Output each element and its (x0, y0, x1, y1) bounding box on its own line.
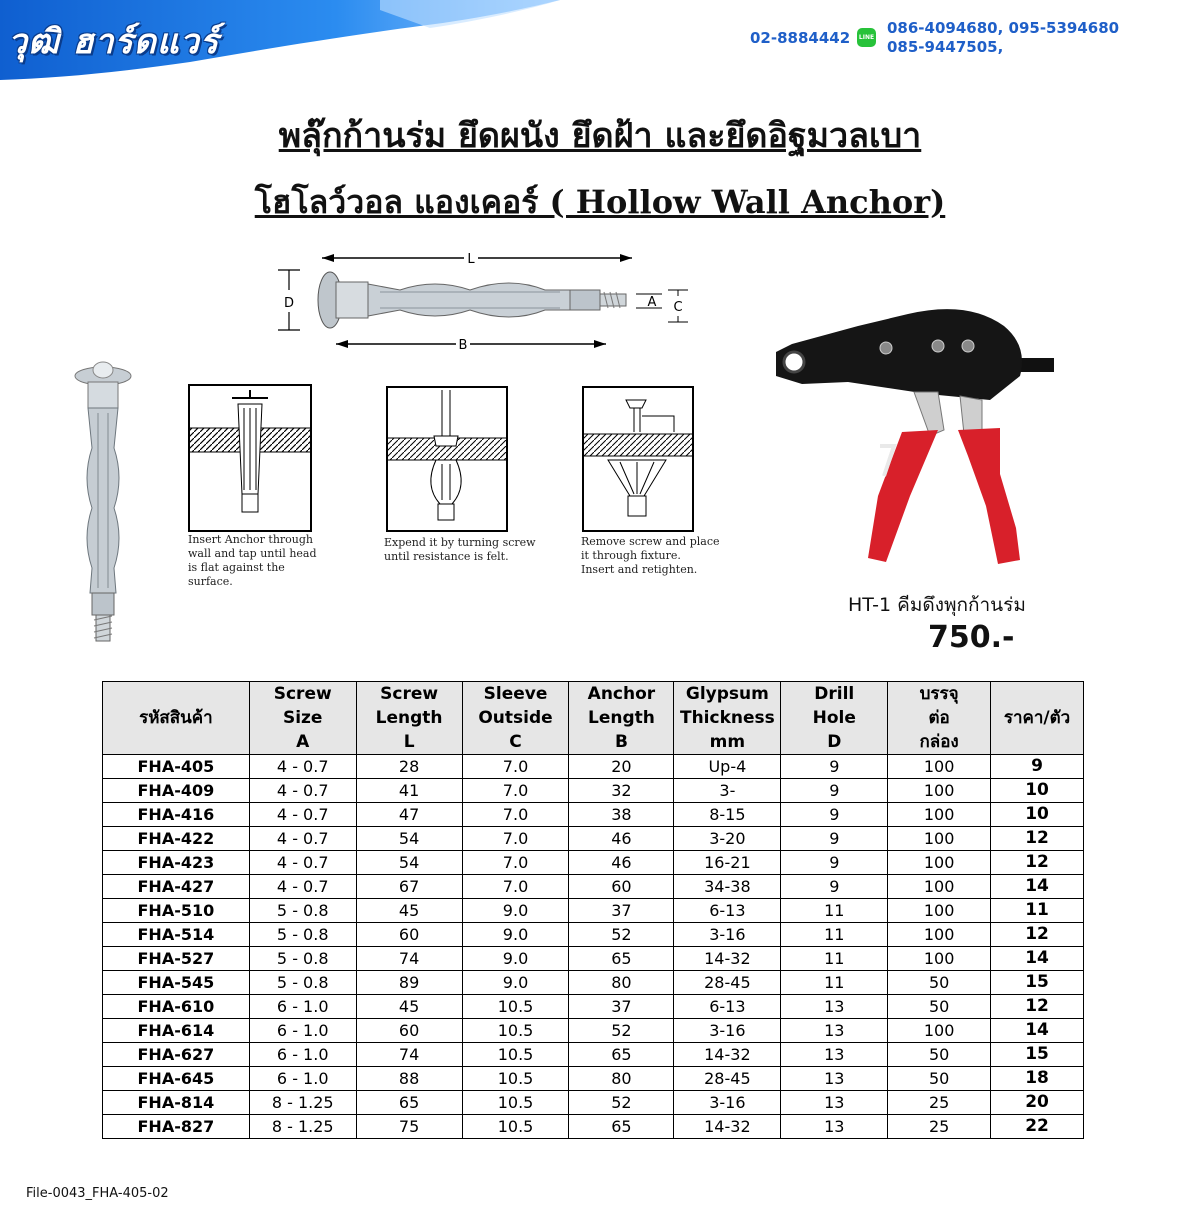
column-header: Screw Length L (356, 682, 462, 755)
table-row (103, 995, 1084, 1019)
table-cell: 54 (356, 827, 462, 851)
table-cell: 9 (781, 875, 888, 899)
table-cell: 47 (356, 803, 462, 827)
label-L: L (467, 252, 475, 267)
table-cell: 6 - 1.0 (249, 995, 356, 1019)
table-cell: 52 (569, 1091, 674, 1115)
price-cell: 12 (991, 827, 1084, 851)
table-cell: 100 (888, 851, 991, 875)
table-row (103, 971, 1084, 995)
table-cell: 50 (888, 1043, 991, 1067)
spec-table (102, 681, 1084, 1139)
label-D: D (283, 296, 295, 311)
table-cell: 9.0 (462, 971, 569, 995)
table-cell: 100 (888, 779, 991, 803)
column-header: Anchor Length B (569, 682, 674, 755)
table-cell: 37 (569, 899, 674, 923)
label-B: B (458, 338, 468, 353)
table-cell: 6 - 1.0 (249, 1067, 356, 1091)
table-header-row (103, 682, 1084, 755)
table-cell: 4 - 0.7 (249, 779, 356, 803)
table-cell: 75 (356, 1115, 462, 1139)
table-cell: 10.5 (462, 995, 569, 1019)
table-cell: 5 - 0.8 (249, 923, 356, 947)
table-cell: 5 - 0.8 (249, 947, 356, 971)
table-cell: 9 (781, 803, 888, 827)
column-header: Drill Hole D (781, 682, 888, 755)
page-title-english: โฮโลว์วอล แองเคอร์ ( Hollow Wall Anchor) (254, 183, 946, 221)
table-cell: 5 - 0.8 (249, 899, 356, 923)
product-code-cell: FHA-416 (103, 803, 250, 827)
table-cell: 9 (781, 851, 888, 875)
table-cell: 100 (888, 947, 991, 971)
table-cell: 28-45 (674, 1067, 781, 1091)
table-cell: 100 (888, 923, 991, 947)
table-cell: 50 (888, 995, 991, 1019)
brand-logo-text: วุฒิ ฮาร์ดแวร์ (8, 22, 220, 62)
table-cell: 5 - 0.8 (249, 971, 356, 995)
price-cell: 11 (991, 899, 1084, 923)
product-code-cell: FHA-827 (103, 1115, 250, 1139)
table-cell: 7.0 (462, 875, 569, 899)
table-cell: 9.0 (462, 947, 569, 971)
table-cell: 16-21 (674, 851, 781, 875)
table-cell: 52 (569, 923, 674, 947)
phone-mobile-line1: 086-4094680, 095-5394680 (887, 19, 1120, 37)
table-cell: 34-38 (674, 875, 781, 899)
table-cell: 6 - 1.0 (249, 1043, 356, 1067)
product-code-cell: FHA-545 (103, 971, 250, 995)
table-cell: 46 (569, 851, 674, 875)
price-cell: 10 (991, 803, 1084, 827)
column-header: บรรจุ ต่อ กล่อง (888, 682, 991, 755)
table-cell: 9 (781, 827, 888, 851)
product-code-cell: FHA-614 (103, 1019, 250, 1043)
table-cell: 65 (569, 1043, 674, 1067)
page-title-thai: พลุ๊กก้านร่ม ยึดผนัง ยึดฝ้า และยึดอิฐมวลเบา (278, 116, 922, 156)
table-cell: 60 (356, 1019, 462, 1043)
table-row (103, 755, 1084, 779)
table-cell: 100 (888, 803, 991, 827)
table-cell: 4 - 0.7 (249, 875, 356, 899)
price-cell: 15 (991, 1043, 1084, 1067)
table-row (103, 779, 1084, 803)
table-cell: 3-16 (674, 1019, 781, 1043)
price-cell: 15 (991, 971, 1084, 995)
table-cell: 100 (888, 899, 991, 923)
table-cell: 3- (674, 779, 781, 803)
table-body (103, 755, 1084, 1139)
table-cell: 10.5 (462, 1067, 569, 1091)
table-cell: 20 (569, 755, 674, 779)
table-cell: 89 (356, 971, 462, 995)
table-cell: 14-32 (674, 947, 781, 971)
table-cell: 25 (888, 1115, 991, 1139)
table-cell: 100 (888, 875, 991, 899)
table-cell: 11 (781, 923, 888, 947)
table-cell: 28 (356, 755, 462, 779)
table-cell: 80 (569, 1067, 674, 1091)
price-cell: 20 (991, 1091, 1084, 1115)
table-cell: 13 (781, 1115, 888, 1139)
table-cell: 60 (356, 923, 462, 947)
table-row (103, 875, 1084, 899)
table-cell: 8 - 1.25 (249, 1115, 356, 1139)
price-cell: 14 (991, 875, 1084, 899)
table-cell: 9.0 (462, 923, 569, 947)
table-cell: 11 (781, 899, 888, 923)
product-code-cell: FHA-610 (103, 995, 250, 1019)
table-cell: 7.0 (462, 827, 569, 851)
table-cell: 25 (888, 1091, 991, 1115)
table-cell: 14-32 (674, 1115, 781, 1139)
table-cell: 41 (356, 779, 462, 803)
file-id: File-0043_FHA-405-02 (26, 1186, 169, 1201)
phone-mobile-line2: 085-9447505, (887, 38, 1004, 56)
table-cell: 8-15 (674, 803, 781, 827)
price-cell: 12 (991, 923, 1084, 947)
table-row (103, 923, 1084, 947)
table-cell: 9.0 (462, 899, 569, 923)
table-cell: 10.5 (462, 1019, 569, 1043)
table-row (103, 1043, 1084, 1067)
step-2-illustration (386, 386, 508, 532)
column-header: รหัสสินค้า (103, 682, 250, 755)
anchor-dimension-diagram (270, 246, 700, 358)
table-cell: 37 (569, 995, 674, 1019)
product-code-cell: FHA-814 (103, 1091, 250, 1115)
price-cell: 9 (991, 755, 1084, 779)
table-cell: 4 - 0.7 (249, 851, 356, 875)
table-cell: 67 (356, 875, 462, 899)
price-cell: 14 (991, 1019, 1084, 1043)
table-cell: 88 (356, 1067, 462, 1091)
table-row (103, 947, 1084, 971)
step-2-caption: Expend it by turning screw until resistance is felt. (384, 536, 536, 563)
table-cell: 3-16 (674, 1091, 781, 1115)
table-cell: 13 (781, 1043, 888, 1067)
product-code-cell: FHA-409 (103, 779, 250, 803)
label-A: A (647, 295, 657, 310)
vertical-anchor-image (66, 358, 142, 648)
table-cell: 32 (569, 779, 674, 803)
table-cell: 80 (569, 971, 674, 995)
table-row (103, 1091, 1084, 1115)
table-row (103, 1115, 1084, 1139)
table-cell: 65 (569, 947, 674, 971)
price-cell: 12 (991, 995, 1084, 1019)
table-row (103, 1019, 1084, 1043)
price-cell: 10 (991, 779, 1084, 803)
step-1-illustration (188, 384, 312, 532)
table-cell: 11 (781, 971, 888, 995)
table-cell: 45 (356, 995, 462, 1019)
table-cell: 50 (888, 1067, 991, 1091)
table-cell: 6-13 (674, 899, 781, 923)
table-cell: 13 (781, 995, 888, 1019)
price-cell: 18 (991, 1067, 1084, 1091)
product-code-cell: FHA-514 (103, 923, 250, 947)
table-cell: 54 (356, 851, 462, 875)
product-code-cell: FHA-510 (103, 899, 250, 923)
step-3-caption: Remove screw and place it through fixture. Insert and retighten. (581, 535, 720, 576)
table-row (103, 851, 1084, 875)
table-cell: 10.5 (462, 1091, 569, 1115)
table-cell: 74 (356, 947, 462, 971)
table-cell: 8 - 1.25 (249, 1091, 356, 1115)
table-cell: 9 (781, 755, 888, 779)
table-cell: 65 (356, 1091, 462, 1115)
table-cell: 100 (888, 827, 991, 851)
price-cell: 14 (991, 947, 1084, 971)
table-row (103, 1067, 1084, 1091)
table-cell: 60 (569, 875, 674, 899)
tool-price: 750.- (928, 620, 1015, 655)
product-code-cell: FHA-422 (103, 827, 250, 851)
table-cell: 46 (569, 827, 674, 851)
table-cell: 10.5 (462, 1043, 569, 1067)
phone-mobile (887, 19, 1119, 57)
table-cell: 7.0 (462, 755, 569, 779)
table-cell: 100 (888, 755, 991, 779)
riveter-tool-image (768, 296, 1060, 586)
table-cell: 4 - 0.7 (249, 755, 356, 779)
label-C: C (673, 300, 683, 315)
table-row (103, 803, 1084, 827)
product-code-cell: FHA-427 (103, 875, 250, 899)
table-cell: Up-4 (674, 755, 781, 779)
table-cell: 65 (569, 1115, 674, 1139)
line-app-icon: LINE (857, 28, 876, 47)
step-1-caption: Insert Anchor through wall and tap until head is flat against the surface. (188, 533, 317, 588)
phone-office: 02-8884442 (750, 29, 851, 47)
table-cell: 6 - 1.0 (249, 1019, 356, 1043)
table-cell: 50 (888, 971, 991, 995)
column-header: Screw Size A (249, 682, 356, 755)
table-cell: 7.0 (462, 851, 569, 875)
table-cell: 4 - 0.7 (249, 803, 356, 827)
product-code-cell: FHA-405 (103, 755, 250, 779)
table-row (103, 827, 1084, 851)
product-code-cell: FHA-645 (103, 1067, 250, 1091)
step-3-illustration (582, 386, 694, 532)
price-cell: 22 (991, 1115, 1084, 1139)
table-cell: 13 (781, 1067, 888, 1091)
table-cell: 3-16 (674, 923, 781, 947)
table-cell: 4 - 0.7 (249, 827, 356, 851)
product-code-cell: FHA-627 (103, 1043, 250, 1067)
table-row (103, 899, 1084, 923)
table-cell: 6-13 (674, 995, 781, 1019)
table-cell: 10.5 (462, 1115, 569, 1139)
price-cell: 12 (991, 851, 1084, 875)
table-cell: 52 (569, 1019, 674, 1043)
table-cell: 100 (888, 1019, 991, 1043)
table-cell: 3-20 (674, 827, 781, 851)
table-cell: 28-45 (674, 971, 781, 995)
table-cell: 74 (356, 1043, 462, 1067)
tool-caption: HT-1 คีมดึงพุกก้านร่ม (848, 594, 1026, 616)
column-header: Glypsum Thickness mm (674, 682, 781, 755)
table-cell: 11 (781, 947, 888, 971)
table-cell: 13 (781, 1091, 888, 1115)
table-cell: 13 (781, 1019, 888, 1043)
table-cell: 14-32 (674, 1043, 781, 1067)
column-header: Sleeve Outside C (462, 682, 569, 755)
table-cell: 7.0 (462, 803, 569, 827)
table-cell: 45 (356, 899, 462, 923)
table-cell: 38 (569, 803, 674, 827)
product-code-cell: FHA-527 (103, 947, 250, 971)
column-header: ราคา/ตัว (991, 682, 1084, 755)
table-cell: 9 (781, 779, 888, 803)
product-code-cell: FHA-423 (103, 851, 250, 875)
table-cell: 7.0 (462, 779, 569, 803)
